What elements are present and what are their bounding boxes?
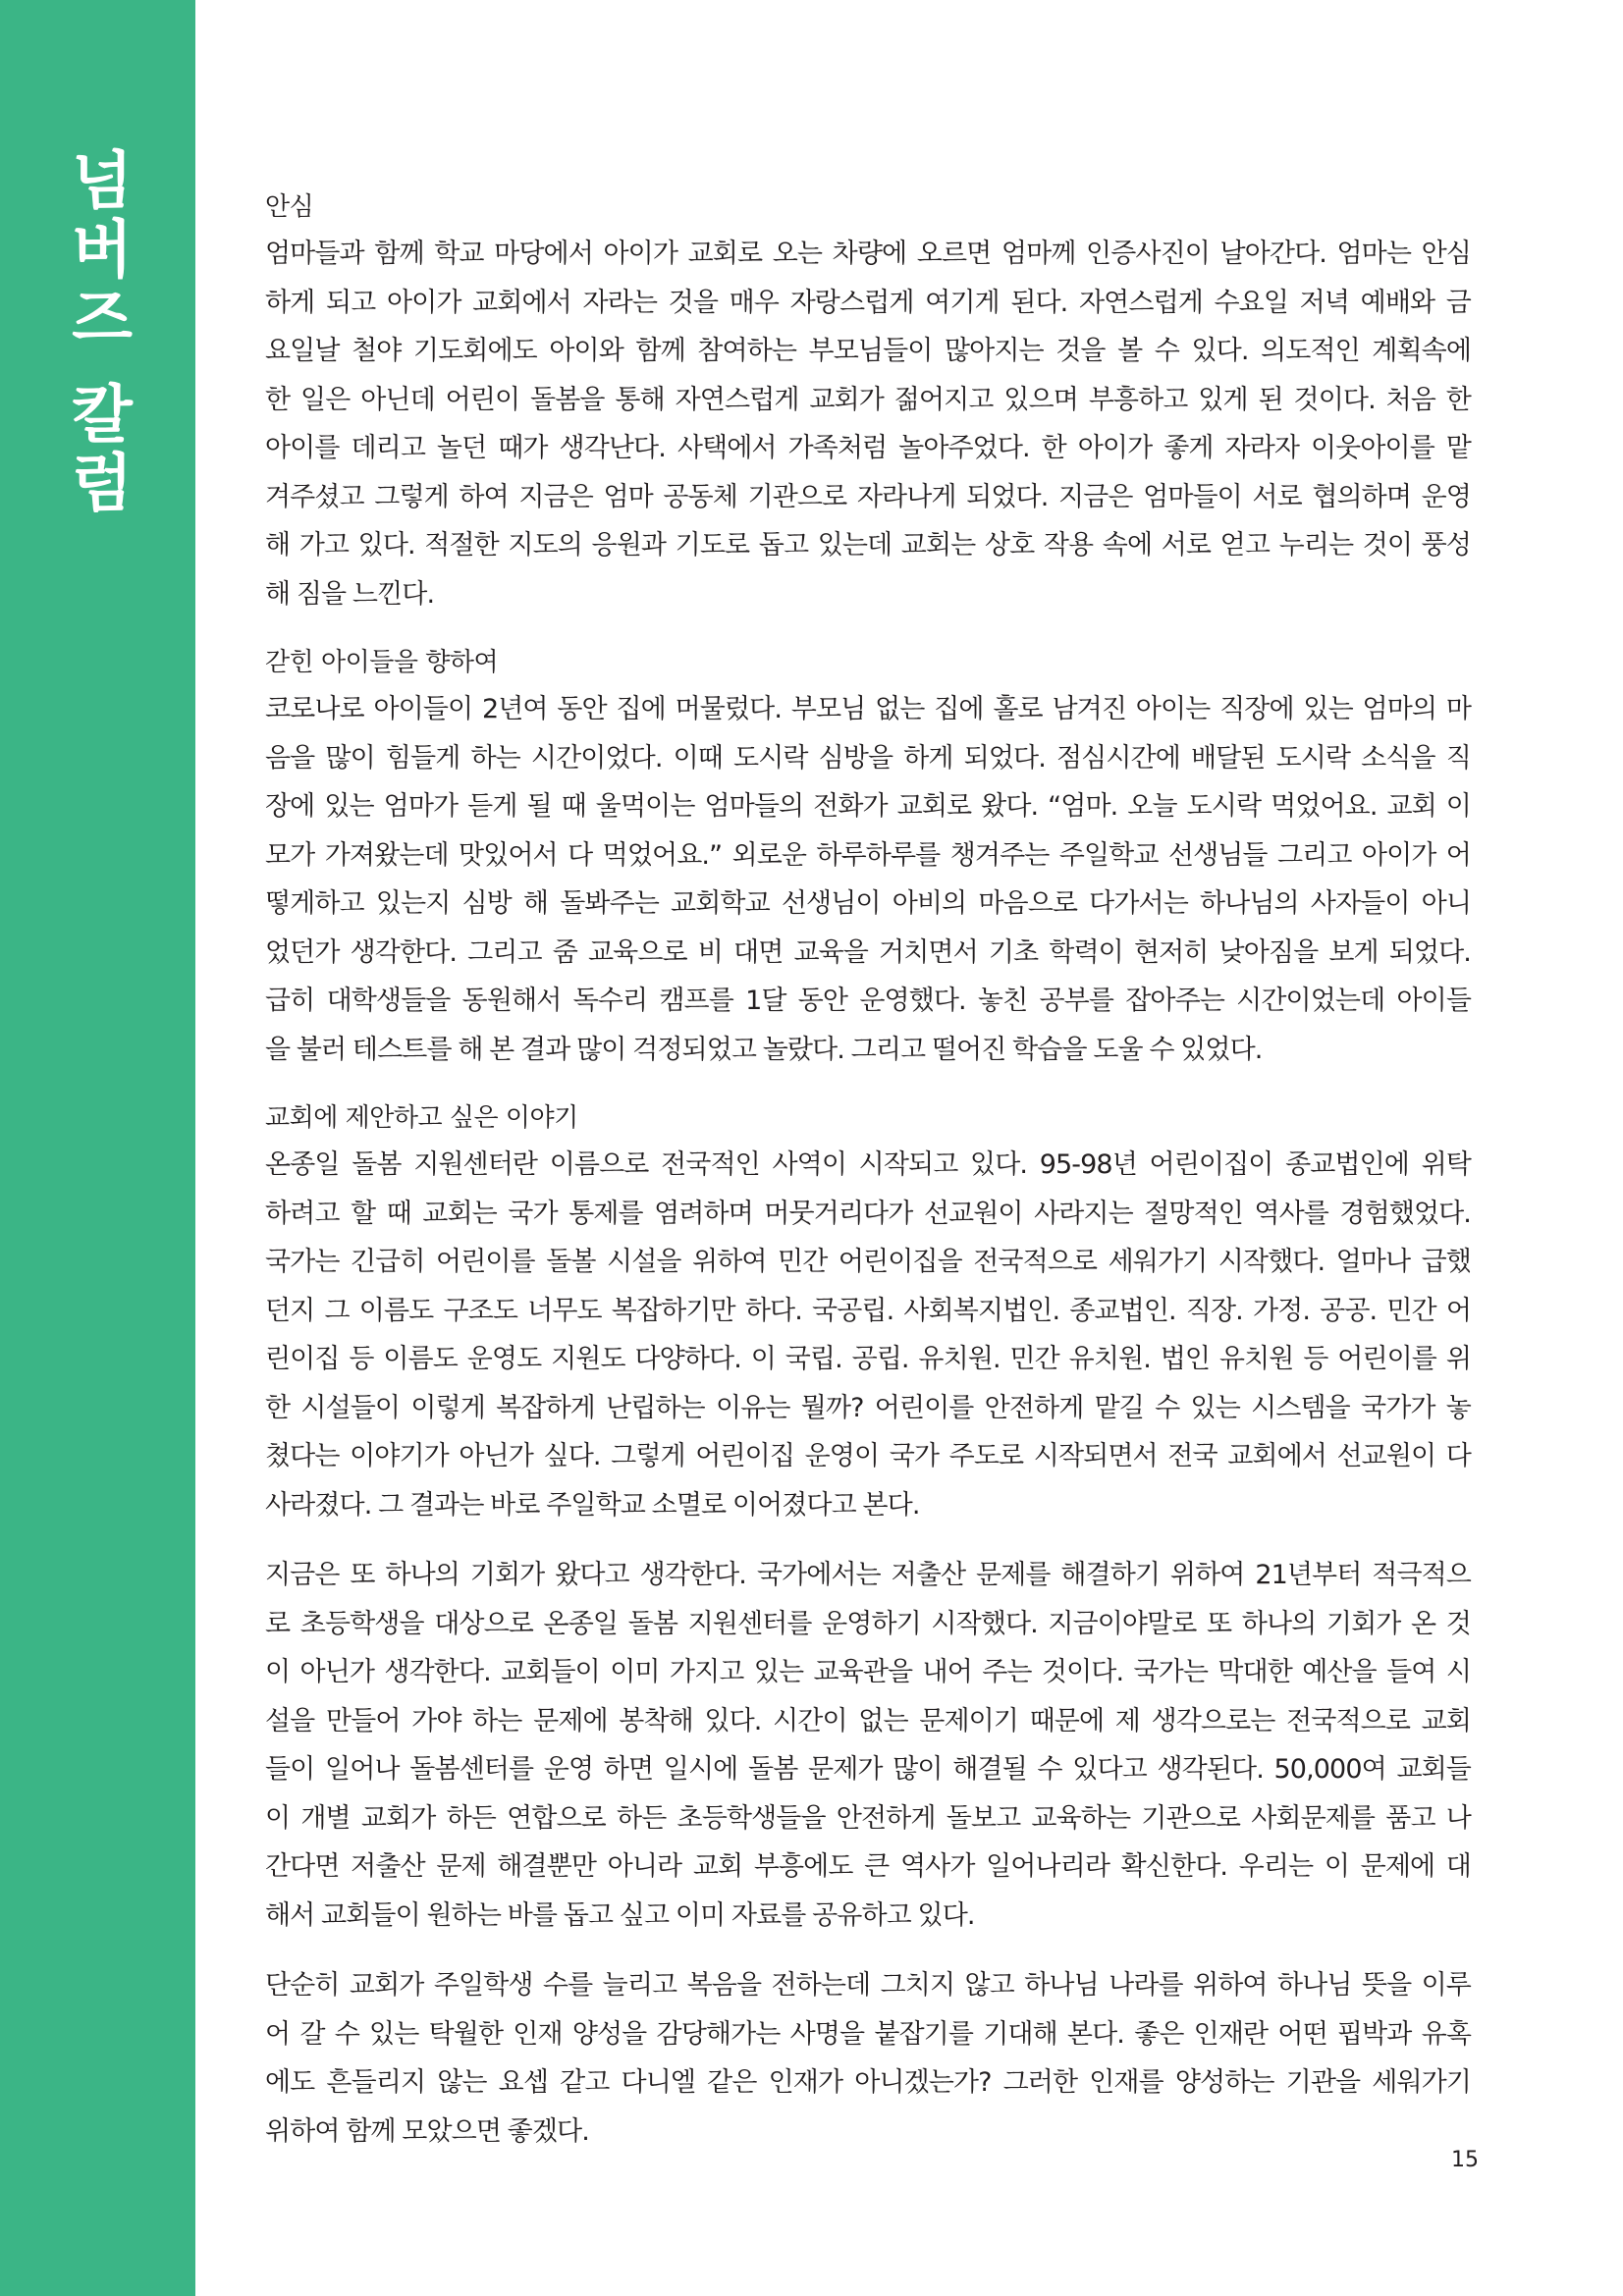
paragraph-line: 들이 일어나 돌봄센터를 운영 하면 일시에 돌봄 문제가 많이 해결될 수 있다고 생각된다. 50,000여 교회들: [265, 1754, 1471, 1785]
article-section: [265, 1095, 1471, 1529]
paragraph-line: 겨주셨고 그렇게 하여 지금은 엄마 공동체 기관으로 자라나게 되었다. 지금은 엄마들이 서로 협의하며 운영: [265, 481, 1471, 512]
paragraph-line: 이 아닌가 생각한다. 교회들이 이미 가지고 있는 교육관을 내어 주는 것이다. 국가는 막대한 예산을 들여 시: [265, 1657, 1471, 1687]
section-heading: 갇힌 아이들을 향하여: [265, 648, 499, 677]
paragraph-line: 쳤다는 이야기가 아닌가 싶다. 그렇게 어린이집 운영이 국가 주도로 시작되면서 전국 교회에서 선교원이 다: [265, 1441, 1471, 1471]
paragraph-line: 모가 가져왔는데 맛있어서 다 먹었어요.” 외로운 하루하루를 챙겨주는 주일학교 선생님들 그리고 아이가 어: [265, 839, 1471, 871]
paragraph-line: 해서 교회들이 원하는 바를 돕고 싶고 이미 자료를 공유하고 있다.: [265, 1899, 975, 1931]
paragraph-line: 국가는 긴급히 어린이를 돌볼 시설을 위하여 민간 어린이집을 전국적으로 세워가기 시작했다. 얼마나 급했: [265, 1247, 1471, 1277]
paragraph-line: 을 불러 테스트를 해 본 결과 많이 걱정되었고 놀랐다. 그리고 떨어진 학습을 도울 수 있었다.: [265, 1034, 1263, 1065]
column-title: 넘버즈 칼럼: [60, 147, 133, 519]
paragraph-line: 해 짐을 느낀다.: [265, 578, 435, 610]
paragraph-line: 코로나로 아이들이 2년여 동안 집에 머물렀다. 부모님 없는 집에 홀로 남겨진 아이는 직장에 있는 엄마의 마: [265, 694, 1471, 724]
paragraph-line: 이 개별 교회가 하든 연합으로 하든 초등학생들을 안전하게 돌보고 교육하는 기관으로 사회문제를 품고 나: [265, 1802, 1471, 1834]
paragraph-line: 간다면 저출산 문제 해결뿐만 아니라 교회 부흥에도 큰 역사가 일어나리라 확신한다. 우리는 이 문제에 대: [265, 1851, 1471, 1882]
paragraph-line: 한 시설들이 이렇게 복잡하게 난립하는 이유는 뭘까? 어린이를 안전하게 맡길 수 있는 시스템을 국가가 놓: [265, 1392, 1471, 1423]
section-heading: 교회에 제안하고 싶은 이야기: [265, 1103, 578, 1133]
paragraph-line: 던지 그 이름도 구조도 너무도 복잡하기만 하다. 국공립. 사회복지법인. 종교법인. 직장. 가정. 공공. 민간 어: [265, 1295, 1471, 1326]
paragraph-line: 로 초등학생을 대상으로 온종일 돌봄 지원센터를 운영하기 시작했다. 지금이야말로 또 하나의 기회가 온 것: [265, 1608, 1471, 1639]
paragraph-line: 단순히 교회가 주일학생 수를 늘리고 복음을 전하는데 그치지 않고 하나님 나라를 위하여 하나님 뜻을 이루: [265, 1970, 1471, 2001]
paragraph-line: 해 가고 있다. 적절한 지도의 응원과 기도로 돕고 있는데 교회는 상호 작용 속에 서로 얻고 누리는 것이 풍성: [265, 530, 1471, 561]
article-section: [265, 640, 1471, 1074]
article-section: [265, 185, 1471, 618]
paragraph-line: 장에 있는 엄마가 듣게 될 때 울먹이는 엄마들의 전화가 교회로 왔다. “엄마. 오늘 도시락 먹었어요. 교회 이: [265, 791, 1471, 822]
page-number: 15: [1451, 2148, 1479, 2172]
paragraph-line: 한 일은 아닌데 어린이 돌봄을 통해 자연스럽게 교회가 젊어지고 있으며 부흥하고 있게 된 것이다. 처음 한: [265, 384, 1471, 415]
paragraph-line: 엄마들과 함께 학교 마당에서 아이가 교회로 오는 차량에 오르면 엄마께 인증사진이 날아간다. 엄마는 안심: [265, 239, 1471, 269]
paragraph-line: 급히 대학생들을 동원해서 독수리 캠프를 1달 동안 운영했다. 놓친 공부를 잡아주는 시간이었는데 아이들: [265, 986, 1471, 1016]
paragraph-line: 하게 되고 아이가 교회에서 자라는 것을 매우 자랑스럽게 여기게 된다. 자연스럽게 수요일 저녁 예배와 금: [265, 287, 1471, 318]
paragraph-line: 음을 많이 힘들게 하는 시간이었다. 이때 도시락 심방을 하게 되었다. 점심시간에 배달된 도시락 소식을 직: [265, 742, 1471, 774]
article-body: [265, 185, 1471, 2177]
paragraph-line: 었던가 생각한다. 그리고 줌 교육으로 비 대면 교육을 거치면서 기초 학력이 현저히 낮아짐을 보게 되었다.: [265, 936, 1471, 968]
paragraph-line: 온종일 돌봄 지원센터란 이름으로 전국적인 사역이 시작되고 있다. 95-98년 어린이집이 종교법인에 위탁: [265, 1149, 1471, 1180]
paragraph-line: 사라졌다. 그 결과는 바로 주일학교 소멸로 이어졌다고 본다.: [265, 1489, 920, 1521]
section-heading: 안심: [265, 192, 314, 222]
article-section: [265, 1961, 1471, 2156]
paragraph-line: 위하여 함께 모았으면 좋겠다.: [265, 2115, 589, 2147]
paragraph-line: 어 갈 수 있는 탁월한 인재 양성을 감당해가는 사명을 붙잡기를 기대해 본다. 좋은 인재란 어떤 핍박과 유혹: [265, 2018, 1471, 2050]
paragraph-line: 지금은 또 하나의 기회가 왔다고 생각한다. 국가에서는 저출산 문제를 해결하기 위하여 21년부터 적극적으: [265, 1560, 1471, 1590]
article-section: [265, 1551, 1471, 1940]
paragraph-line: 아이를 데리고 놀던 때가 생각난다. 사택에서 가족처럼 놀아주었다. 한 아이가 좋게 자라자 이웃아이를 맡: [265, 433, 1471, 463]
paragraph-line: 에도 흔들리지 않는 요셉 같고 다니엘 같은 인재가 아니겠는가? 그러한 인재를 양성하는 기관을 세워가기: [265, 2067, 1471, 2098]
paragraph-line: 떻게하고 있는지 심방 해 돌봐주는 교회학교 선생님이 아비의 마음으로 다가서는 하나님의 사자들이 아니: [265, 888, 1471, 919]
paragraph-line: 하려고 할 때 교회는 국가 통제를 염려하며 머뭇거리다가 선교원이 사라지는 절망적인 역사를 경험했었다.: [265, 1198, 1471, 1229]
paragraph-line: 요일날 철야 기도회에도 아이와 함께 참여하는 부모님들이 많아지는 것을 볼 수 있다. 의도적인 계획속에: [265, 336, 1471, 366]
paragraph-line: 설을 만들어 가야 하는 문제에 봉착해 있다. 시간이 없는 문제이기 때문에 제 생각으로는 전국적으로 교회: [265, 1705, 1471, 1736]
paragraph-line: 린이집 등 이름도 운영도 지원도 다양하다. 이 국립. 공립. 유치원. 민간 유치원. 법인 유치원 등 어린이를 위: [265, 1344, 1471, 1374]
